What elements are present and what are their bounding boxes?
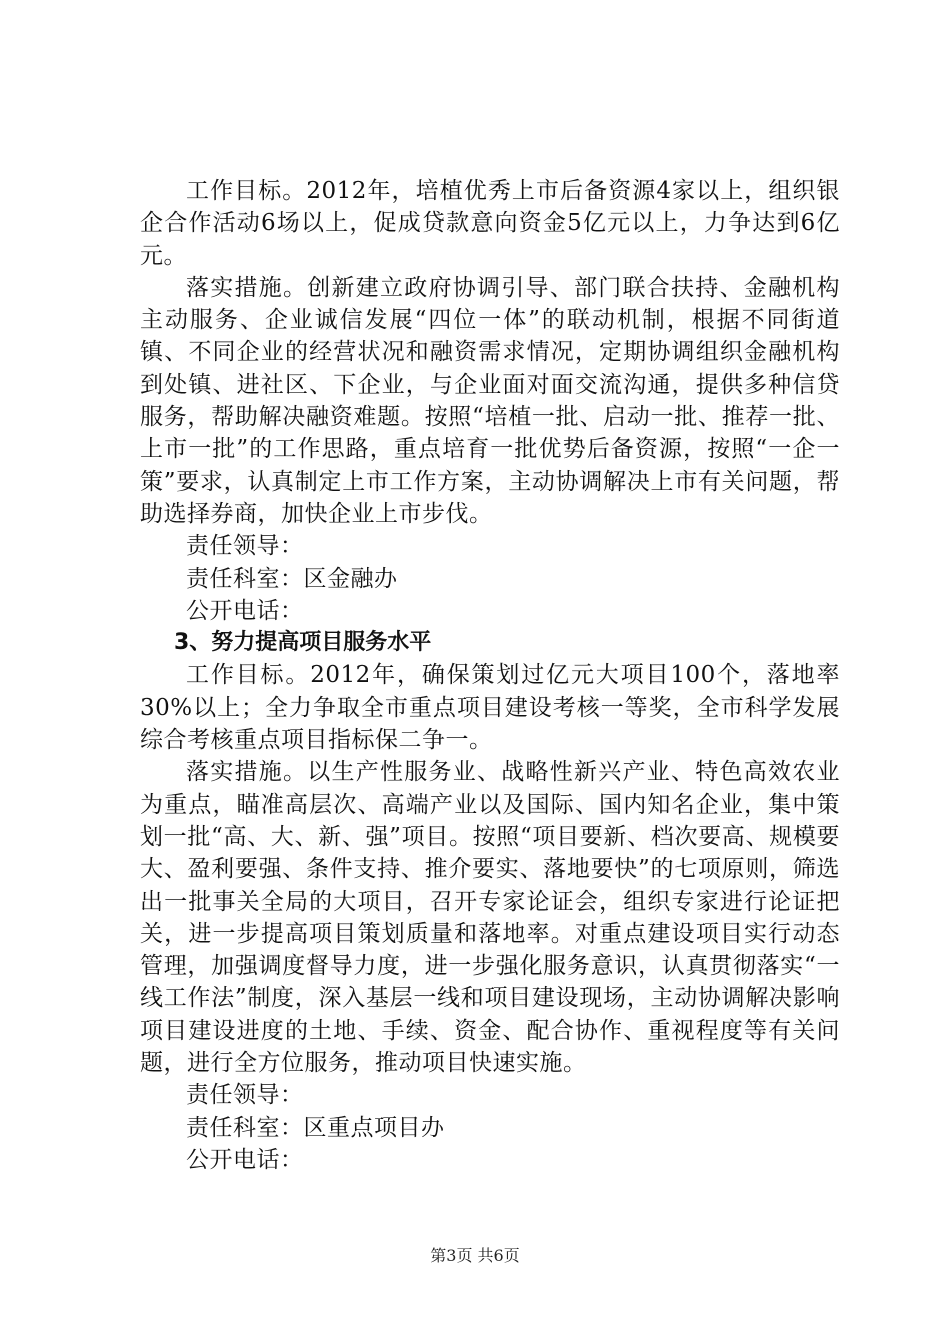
section2-leader-field: 责任领导：: [186, 533, 304, 560]
section3-heading: 3、努力提高项目服务水平: [174, 630, 432, 656]
section3-phone-field: 公开电话：: [186, 1146, 304, 1173]
document-body: [140, 175, 840, 1176]
section2-goal-paragraph: 工作目标。2012年，培植优秀上市后备资源4家以上，组织银企合作活动6场以上，促成贷款意向资金5亿元以上，力争达到6亿元。: [140, 178, 840, 269]
page-footer: 第3页 共6页: [430, 1246, 520, 1265]
section3-measures-paragraph: 落实措施。以生产性服务业、战略性新兴产业、特色高效农业为重点，瞄准高层次、高端产业以及国际、国内知名企业，集中策划一批“高、大、新、强”项目。按照“项目要新、档次要高、规模要大、盈利要强、条件支持、推介要实、落地要快”的七项原则，筛选出一批事关全局的大项目，召开专家论证会，组织专家进行论证把关，进一步提高项目策划质量和落地率。对重点建设项目实行动态管理，加强调度督导力度，进一步强化服务意识，认真贯彻落实“一线工作法”制度，深入基层一线和项目建设现场，主动协调解决影响项目建设进度的土地、手续、资金、配合协作、重视程度等有关问题，进行全方位服务，推动项目快速实施。: [140, 759, 840, 1077]
section3-goal-paragraph: 工作目标。2012年，确保策划过亿元大项目100个，落地率30%以上；全力争取全市重点项目建设考核一等奖，全市科学发展综合考核重点项目指标保二争一。: [140, 662, 840, 754]
section3-leader-field: 责任领导：: [186, 1082, 304, 1109]
section2-phone-field: 公开电话：: [186, 597, 304, 624]
section2-office-field: 责任科室：区金融办: [186, 565, 398, 592]
section2-measures-paragraph: 落实措施。创新建立政府协调引导、部门联合扶持、金融机构主动服务、企业诚信发展“四位一体”的联动机制，根据不同街道镇、不同企业的经营状况和融资需求情况，定期协调组织金融机构到处镇、进社区、下企业，与企业面对面交流沟通，提供多种信贷服务，帮助解决融资难题。按照“培植一批、启动一批、推荐一批、上市一批”的工作思路，重点培育一批优势后备资源，按照“一企一策”要求，认真制定上市工作方案，主动协调解决上市有关问题，帮助选择券商，加快企业上市步伐。: [140, 274, 840, 527]
section3-office-field: 责任科室：区重点项目办: [186, 1114, 445, 1141]
